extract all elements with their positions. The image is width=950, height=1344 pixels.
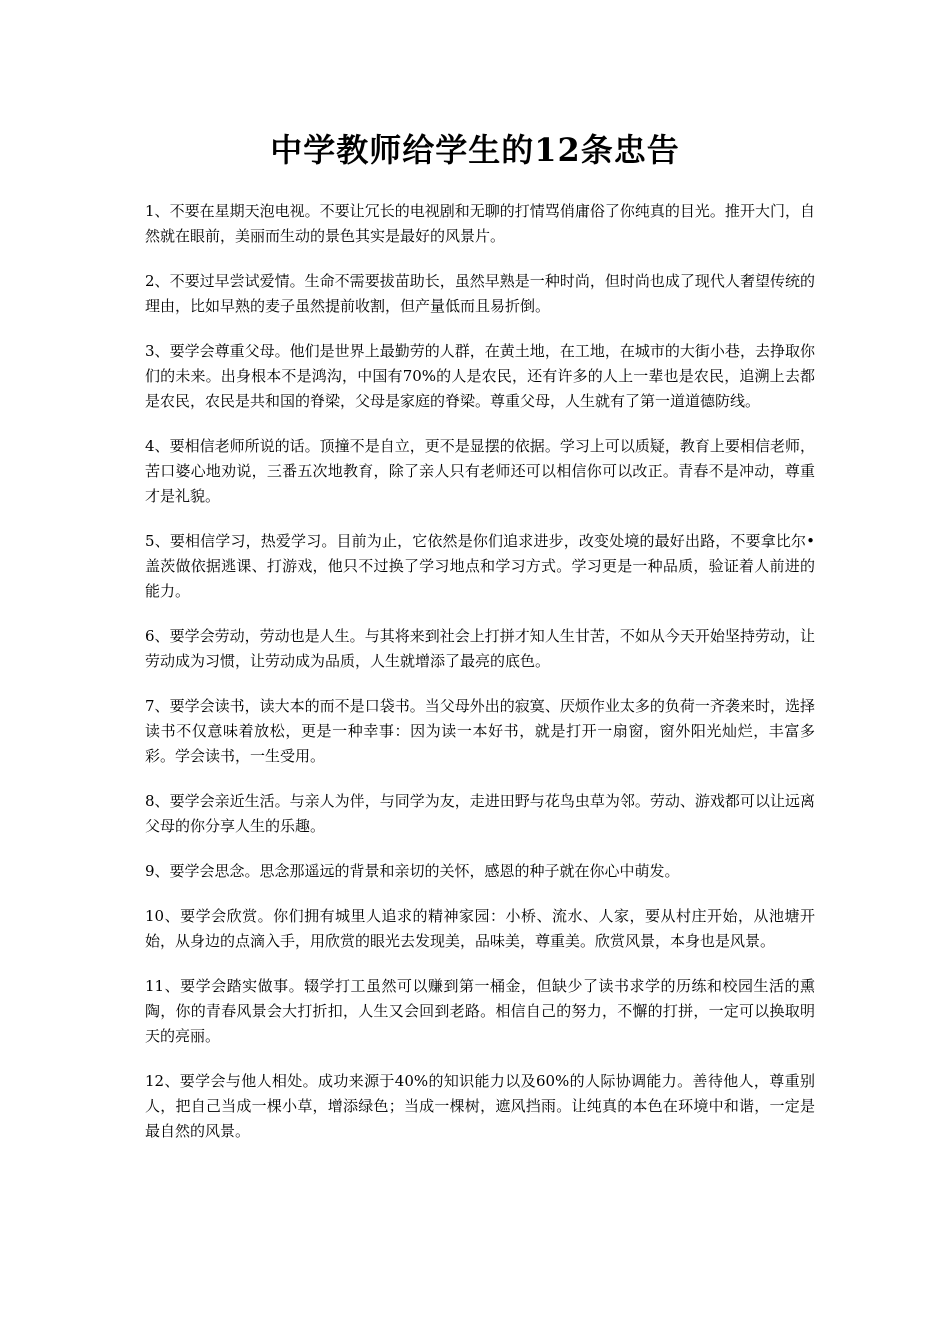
- paragraph-4: 4、要相信老师所说的话。顶撞不是自立，更不是显摆的依据。学习上可以质疑，教育上要相信老师，苦口婆心地劝说，三番五次地教育，除了亲人只有老师还可以相信你可以改正。青春不是冲动，尊重才是礼貌。: [145, 437, 815, 505]
- paragraph-2: 2、不要过早尝试爱情。生命不需要拔苗助长，虽然早熟是一种时尚，但时尚也成了现代人奢望传统的理由，比如早熟的麦子虽然提前收割，但产量低而且易折倒。: [145, 272, 815, 315]
- paragraph-10: 10、要学会欣赏。你们拥有城里人追求的精神家园：小桥、流水、人家，要从村庄开始，从池塘开始，从身边的点滴入手，用欣赏的眼光去发现美，品味美，尊重美。欣赏风景，本身也是风景。: [145, 907, 815, 950]
- paragraph-8: 8、要学会亲近生活。与亲人为伴，与同学为友，走进田野与花鸟虫草为邻。劳动、游戏都可以让远离父母的你分享人生的乐趣。: [145, 792, 815, 835]
- paragraph-1: 1、不要在星期天泡电视。不要让冗长的电视剧和无聊的打情骂俏庸俗了你纯真的目光。推开大门，自然就在眼前，美丽而生动的景色其实是最好的风景片。: [145, 202, 815, 245]
- paragraph-3: 3、要学会尊重父母。他们是世界上最勤劳的人群，在黄土地，在工地，在城市的大街小巷，去挣取你们的未来。出身根本不是鸿沟，中国有70%的人是农民，还有许多的人上一辈也是农民，追溯上去都是农民，农民是共和国的脊梁，父母是家庭的脊梁。尊重父母，人生就有了第一道道德防线。: [145, 342, 815, 410]
- paragraph-5: 5、要相信学习，热爱学习。目前为止，它依然是你们追求进步，改变处境的最好出路，不要拿比尔•盖茨做依据逃课、打游戏，他只不过换了学习地点和学习方式。学习更是一种品质，验证着人前进的能力。: [145, 532, 815, 600]
- document-title: 中学教师给学生的12条忠告: [270, 131, 680, 169]
- paragraph-7: 7、要学会读书，读大本的而不是口袋书。当父母外出的寂寞、厌烦作业太多的负荷一齐袭来时，选择读书不仅意味着放松，更是一种幸事：因为读一本好书，就是打开一扇窗，窗外阳光灿烂，丰富多彩。学会读书，一生受用。: [145, 697, 815, 765]
- paragraph-6: 6、要学会劳动，劳动也是人生。与其将来到社会上打拼才知人生甘苦，不如从今天开始坚持劳动，让劳动成为习惯，让劳动成为品质，人生就增添了最亮的底色。: [145, 627, 815, 670]
- document-body: [145, 199, 815, 1164]
- paragraph-11: 11、要学会踏实做事。辍学打工虽然可以赚到第一桶金，但缺少了读书求学的历练和校园生活的熏陶，你的青春风景会大打折扣，人生又会回到老路。相信自己的努力，不懈的打拼，一定可以换取明天的亮丽。: [145, 977, 815, 1045]
- paragraph-9: 9、要学会思念。思念那遥远的背景和亲切的关怀，感恩的种子就在你心中萌发。: [145, 862, 680, 880]
- paragraph-12: 12、要学会与他人相处。成功来源于40%的知识能力以及60%的人际协调能力。善待他人，尊重别人，把自己当成一棵小草，增添绿色；当成一棵树，遮风挡雨。让纯真的本色在环境中和谐，一定是最自然的风景。: [145, 1072, 815, 1140]
